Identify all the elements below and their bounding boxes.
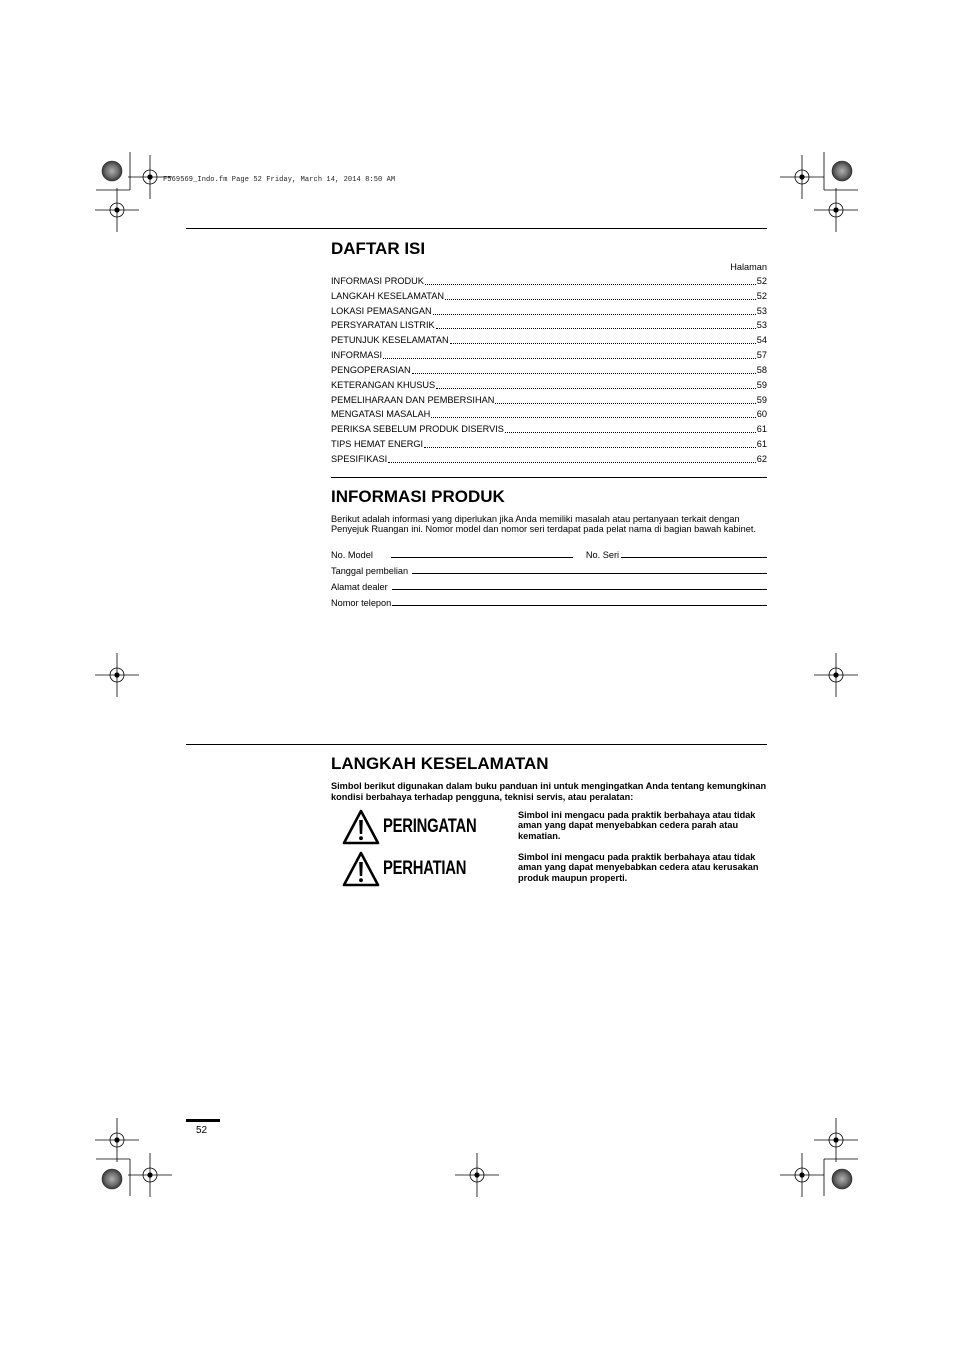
page-number-bar [186, 1119, 220, 1122]
toc-entry-page: 52 [756, 275, 767, 286]
file-header: F569569_Indo.fm Page 52 Friday, March 14, 2014 8:50 AM [163, 176, 396, 184]
toc-entry-page: 54 [756, 335, 767, 346]
toc-entry[interactable] [331, 391, 767, 406]
caution-label: PERHATIAN [383, 858, 467, 879]
safety-heading: LANGKAH KESELAMATAN [331, 754, 549, 773]
toc-entry-page: 60 [756, 409, 767, 420]
toc-leader [388, 462, 756, 463]
dealer-address-input-line[interactable] [392, 588, 767, 590]
top-rule [186, 228, 767, 229]
caution-description: Simbol ini mengacu pada praktik berbahaya atau tidak aman yang dapat menyebabkan cedera atau kerusakan produk maupun properti. [518, 852, 759, 883]
toc-entry[interactable] [331, 272, 767, 287]
warning-triangle-icon [342, 809, 380, 845]
toc-list [331, 272, 767, 465]
toc-entry-page: 57 [756, 350, 767, 361]
toc-entry-title: TIPS HEMAT ENERGI [331, 439, 424, 450]
toc-entry[interactable] [331, 331, 767, 346]
toc-entry-title: LOKASI PEMASANGAN [331, 305, 432, 316]
toc-entry[interactable] [331, 376, 767, 391]
product-info-rule [331, 477, 767, 478]
toc-entry-page: 62 [756, 453, 767, 464]
crop-marks-top-left [95, 152, 172, 232]
toc-entry-title: PETUNJUK KESELAMATAN [331, 335, 449, 346]
toc-leader [450, 343, 756, 344]
purchase-date-input-line[interactable] [412, 572, 767, 574]
toc-leader [505, 432, 756, 433]
toc-entry[interactable] [331, 317, 767, 332]
toc-entry-title: PERIKSA SEBELUM PRODUK DISERVIS [331, 424, 504, 435]
toc-entry[interactable] [331, 450, 767, 465]
toc-entry[interactable] [331, 435, 767, 450]
safety-rule [186, 744, 767, 745]
purchase-date-label: Tanggal pembelian [331, 566, 409, 576]
model-label: No. Model [331, 550, 373, 560]
toc-entry-page: 59 [756, 394, 767, 405]
toc-entry[interactable] [331, 361, 767, 376]
crop-marks-bottom-right [780, 1118, 858, 1197]
toc-leader [383, 358, 756, 359]
model-serial-row [331, 544, 767, 560]
toc-leader [412, 373, 756, 374]
toc-entry[interactable] [331, 287, 767, 302]
serial-input-line[interactable] [621, 556, 767, 558]
toc-entry[interactable] [331, 420, 767, 435]
product-info-heading: INFORMASI PRODUK [331, 487, 505, 506]
toc-entry-title: INFORMASI [331, 350, 383, 361]
purchase-date-row [331, 560, 767, 576]
toc-entry-page: 59 [756, 379, 767, 390]
toc-leader [436, 388, 756, 389]
toc-entry-page: 61 [756, 439, 767, 450]
crop-marks-bottom-left [95, 1118, 172, 1197]
toc-heading: DAFTAR ISI [331, 239, 426, 258]
toc-entry-title: INFORMASI PRODUK [331, 275, 424, 286]
toc-leader [495, 403, 755, 404]
toc-leader [445, 299, 756, 300]
dealer-address-label: Alamat dealer [331, 582, 388, 592]
toc-leader [425, 284, 756, 285]
safety-intro: Simbol berikut digunakan dalam buku panduan ini untuk mengingatkan Anda tentang kemungkinan kondisi berbahaya terhadap pengguna, teknisi servis, atau peralatan: [331, 781, 767, 802]
toc-entry[interactable] [331, 302, 767, 317]
toc-entry-title: PENGOPERASIAN [331, 364, 411, 375]
warning-label: PERINGATAN [383, 816, 477, 837]
toc-entry-title: PEMELIHARAAN DAN PEMBERSIHAN [331, 394, 495, 405]
caution-triangle-icon [342, 851, 380, 887]
toc-leader [433, 314, 756, 315]
toc-entry-title: SPESIFIKASI [331, 453, 388, 464]
toc-entry-title: KETERANGAN KHUSUS [331, 379, 436, 390]
product-info-intro: Berikut adalah informasi yang diperlukan jika Anda memiliki masalah atau pertanyaan terkait dengan Penyejuk Ruangan ini. Nomor model dan nomor seri terdapat pada pelat nama di bagian bawah kabinet. [331, 514, 756, 535]
crop-marks-top-right [780, 152, 858, 232]
phone-row [331, 592, 767, 608]
toc-entry-page: 58 [756, 364, 767, 375]
toc-entry-page: 53 [756, 320, 767, 331]
toc-entry-page: 61 [756, 424, 767, 435]
toc-leader [436, 328, 756, 329]
toc-entry-title: LANGKAH KESELAMATAN [331, 290, 445, 301]
toc-entry[interactable] [331, 406, 767, 421]
toc-entry-title: MENGATASI MASALAH [331, 409, 431, 420]
dealer-address-row [331, 576, 767, 592]
warning-symbol [340, 808, 490, 848]
caution-symbol [340, 850, 490, 890]
toc-leader [424, 447, 756, 448]
toc-entry-title: PERSYARATAN LISTRIK [331, 320, 435, 331]
phone-input-line[interactable] [392, 604, 767, 606]
toc-page-column-label: Halaman [730, 262, 767, 272]
warning-description: Simbol ini mengacu pada praktik berbahaya atau tidak aman yang dapat menyebabkan cedera parah atau kematian. [518, 810, 756, 841]
page-number: 52 [196, 1125, 208, 1136]
toc-leader [431, 417, 756, 418]
toc-entry-page: 52 [756, 290, 767, 301]
toc-entry-page: 53 [756, 305, 767, 316]
model-input-line[interactable] [391, 556, 573, 558]
serial-label: No. Seri [585, 550, 620, 560]
toc-entry[interactable] [331, 346, 767, 361]
phone-label: Nomor telepon [331, 598, 392, 608]
